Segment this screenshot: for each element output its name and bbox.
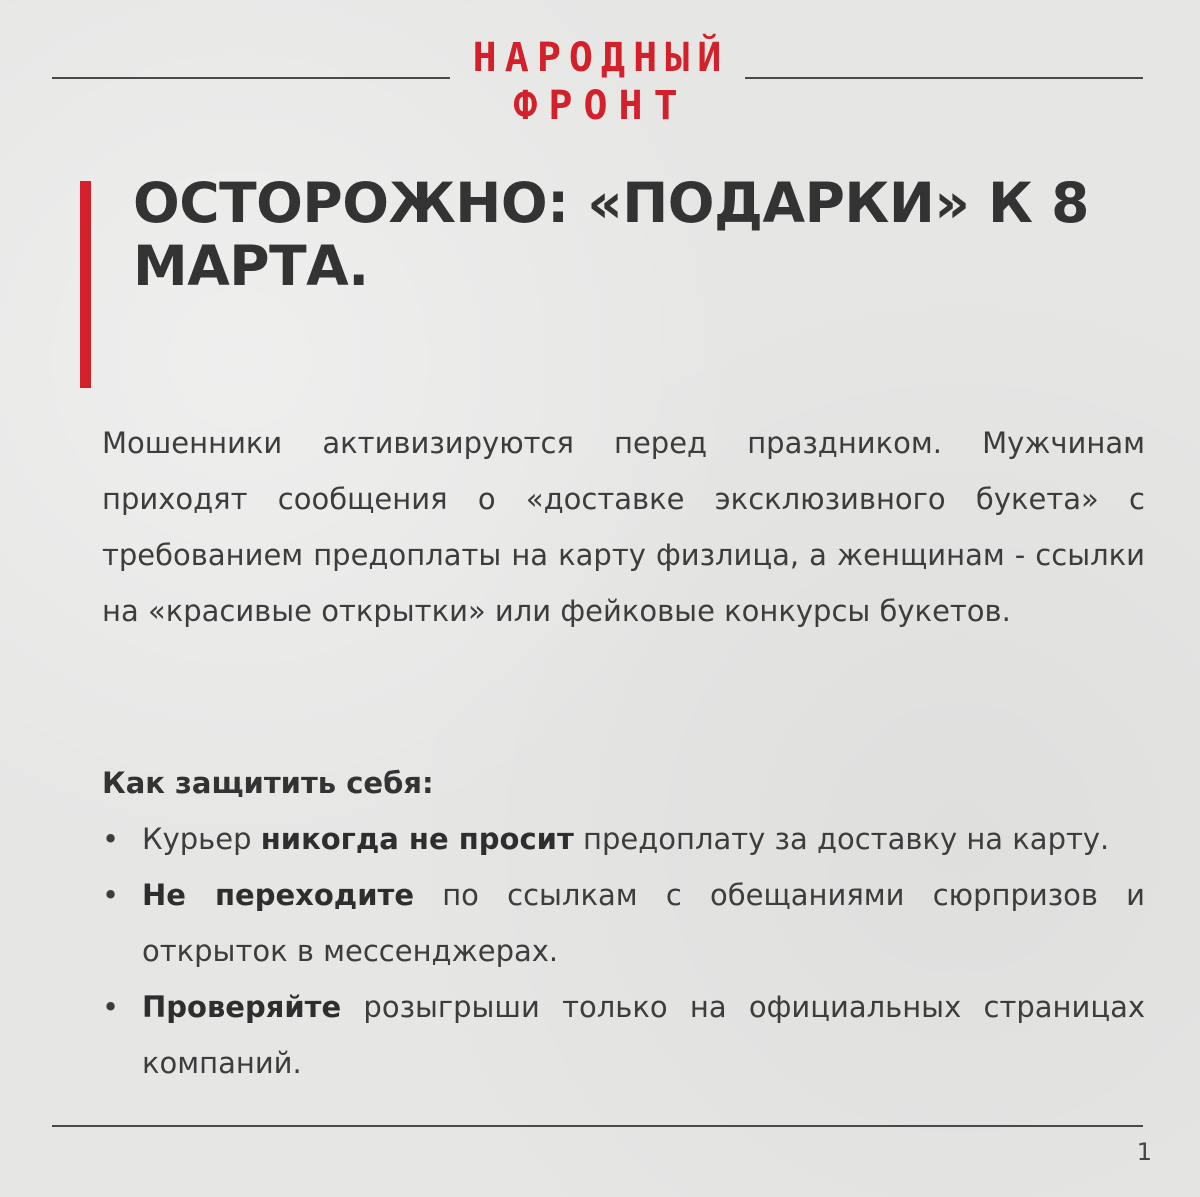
title-accent-bar (80, 181, 91, 388)
logo (470, 35, 732, 129)
logo-line-1: НАРОДНЫЙ (472, 35, 730, 81)
tip-text: Курьер (142, 822, 261, 856)
bullet-icon: • (102, 822, 120, 856)
page-number: 1 (1136, 1138, 1152, 1166)
tip-text: по ссылкам с обещаниями сюрпризов и открыток в мессенджерах. (142, 878, 1146, 968)
tip-text: предоплату за доставку на карту. (573, 822, 1110, 856)
tip-item (102, 811, 1145, 867)
protection-tips-list (102, 811, 1145, 1091)
protection-heading: Как защитить себя: (102, 766, 434, 800)
tip-emphasis: Проверяйте (142, 990, 342, 1024)
intro-paragraph: Мошенники активизируются перед праздником. Мужчинам приходят сообщения о «доставке эксклюзивного букета» с требованием предоплаты на карту физлица, а женщинам - ссылки на «красивые открытки» или фейковые конкурсы букетов. (102, 426, 1145, 628)
tip-emphasis: Не переходите (142, 878, 415, 912)
page-title: ОСТОРОЖНО: «ПОДАРКИ» К 8 МАРТА. (133, 171, 1089, 298)
tip-item (102, 979, 1145, 1091)
tip-item (102, 867, 1145, 979)
footer-divider (52, 1125, 1143, 1127)
bullet-icon: • (102, 990, 120, 1024)
tip-text: розыгрыши только на официальных страницах компаний. (142, 990, 1145, 1080)
tip-emphasis: никогда не просит (260, 822, 574, 856)
header-divider-right (745, 77, 1143, 79)
logo-line-2: ФРОНТ (513, 83, 689, 129)
bullet-icon: • (102, 878, 120, 912)
header-divider-left (52, 77, 450, 79)
